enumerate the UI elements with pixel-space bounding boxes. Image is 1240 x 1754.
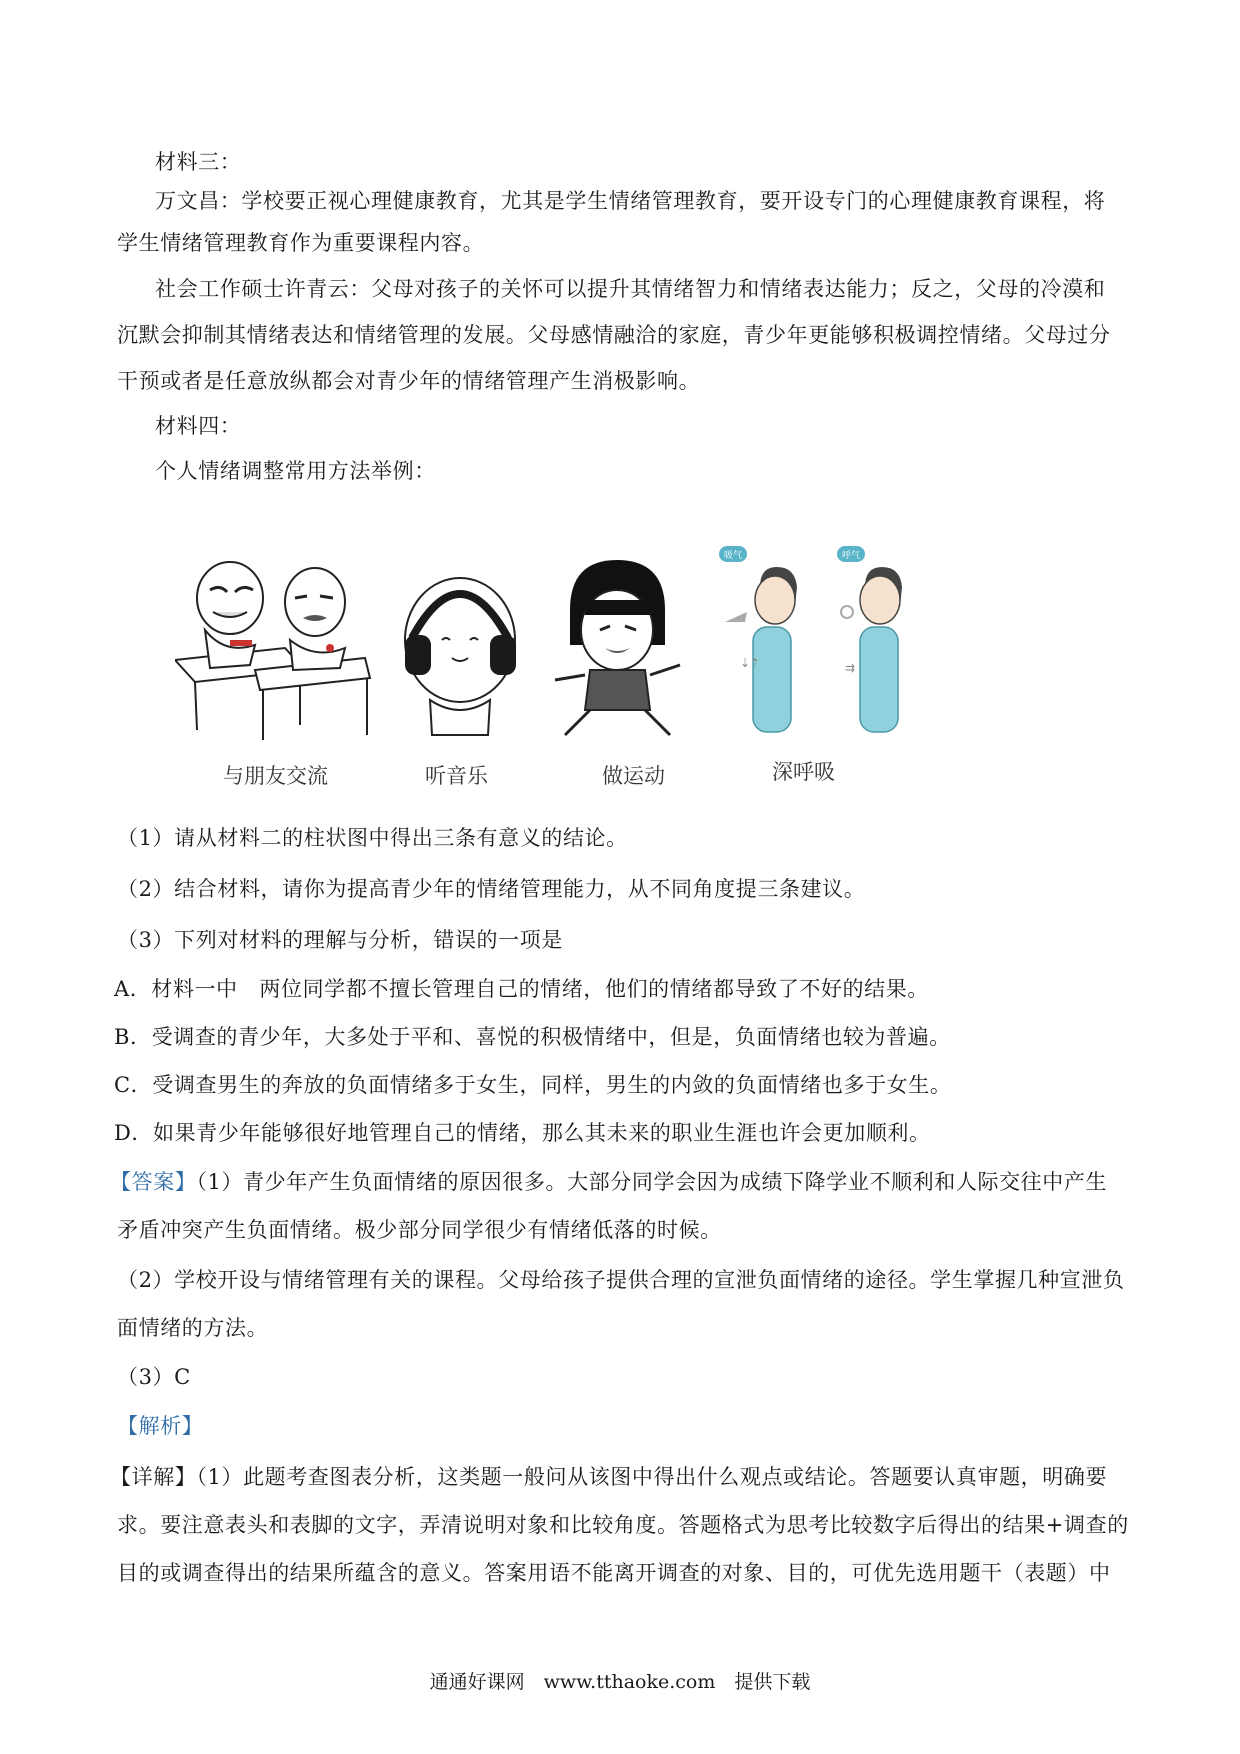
- option-a: A．材料一中 两位同学都不擅长管理自己的情绪，他们的情绪都导致了不好的结果。: [114, 977, 929, 1001]
- answer-line-5: （3）C: [117, 1365, 191, 1389]
- page-footer: 通通好课网 www.tthaoke.com 提供下载: [429, 1671, 811, 1693]
- material3-heading: 材料三：: [155, 150, 242, 174]
- caption-music: 听音乐: [425, 764, 488, 788]
- answer-label: 【答案】: [110, 1170, 197, 1194]
- svg-text:⇣⇡: ⇣⇡: [740, 656, 761, 670]
- answer-line-4: 面情绪的方法。: [117, 1316, 269, 1340]
- question-1: （1）请从材料二的柱状图中得出三条有意义的结论。: [117, 826, 628, 850]
- material3-p2-line3: 干预或者是任意放纵都会对青少年的情绪管理产生消极影响。: [117, 369, 701, 393]
- question-3: （3）下列对材料的理解与分析，错误的一项是: [117, 928, 563, 952]
- option-d: D．如果青少年能够很好地管理自己的情绪，那么其未来的职业生涯也许会更加顺利。: [114, 1121, 931, 1145]
- material3-p1-line2: 学生情绪管理教育作为重要课程内容。: [117, 231, 485, 255]
- analysis-line-1: [110, 1462, 1107, 1492]
- material4-heading: 材料四：: [155, 414, 242, 438]
- option-c: C．受调查男生的奔放的负面情绪多于女生，同样，男生的内敛的负面情绪也多于女生。: [114, 1073, 952, 1097]
- analysis-label: 【解析】: [117, 1414, 204, 1438]
- exhale-bubble: 呼气: [841, 551, 861, 561]
- svg-text:⇉: ⇉: [845, 661, 856, 675]
- caption-breathing: 深呼吸: [772, 760, 835, 784]
- deep-breathing-image: [715, 542, 925, 742]
- inhale-bubble: 吸气: [723, 551, 743, 561]
- analysis-line-2: 求。要注意表头和表脚的文字，弄清说明对象和比较角度。答题格式为思考比较数字后得出的结果+调查的: [117, 1513, 1129, 1537]
- answer-line-2: 矛盾冲突产生负面情绪。极少部分同学很少有情绪低落的时候。: [117, 1218, 722, 1242]
- answer-line-3: （2）学校开设与情绪管理有关的课程。父母给孩子提供合理的宣泄负面情绪的途径。学生掌握几种宣泄负: [117, 1268, 1125, 1292]
- caption-exercise: 做运动: [602, 764, 665, 788]
- question-2: （2）结合材料，请你为提高青少年的情绪管理能力，从不同角度提三条建议。: [117, 877, 866, 901]
- answer-1-text: （1）青少年产生负面情绪的原因很多。大部分同学会因为成绩下降学业不顺利和人际交往中产生: [196, 1170, 1108, 1194]
- answer-line-1: [110, 1167, 1107, 1197]
- friends-talking-image: [175, 560, 375, 750]
- emotion-methods-illustration: [175, 551, 1045, 790]
- detail-text-1: （1）此题考查图表分析，这类题一般问从该图中得出什么观点或结论。答题要认真审题，明确要: [196, 1465, 1108, 1489]
- material3-p1-line1: 万文昌：学校要正视心理健康教育，尤其是学生情绪管理教育，要开设专门的心理健康教育课程，将: [155, 189, 1106, 213]
- material3-p2-line1: 社会工作硕士许青云：父母对孩子的关怀可以提升其情绪智力和情绪表达能力；反之，父母的冷漠和: [155, 277, 1106, 301]
- listening-music-image: [390, 560, 530, 750]
- exercising-image: [550, 560, 685, 750]
- analysis-line-3: 目的或调查得出的结果所蕴含的意义。答案用语不能离开调查的对象、目的，可优先选用题干（表题）中: [117, 1561, 1111, 1585]
- option-b: B．受调查的青少年，大多处于平和、喜悦的积极情绪中，但是，负面情绪也较为普遍。: [114, 1025, 951, 1049]
- material3-p2-line2: 沉默会抑制其情绪表达和情绪管理的发展。父母感情融洽的家庭，青少年更能够积极调控情绪。父母过分: [117, 323, 1111, 347]
- material4-intro: 个人情绪调整常用方法举例：: [155, 459, 436, 483]
- detail-label: 【详解】: [110, 1465, 197, 1489]
- caption-friends: 与朋友交流: [223, 764, 328, 788]
